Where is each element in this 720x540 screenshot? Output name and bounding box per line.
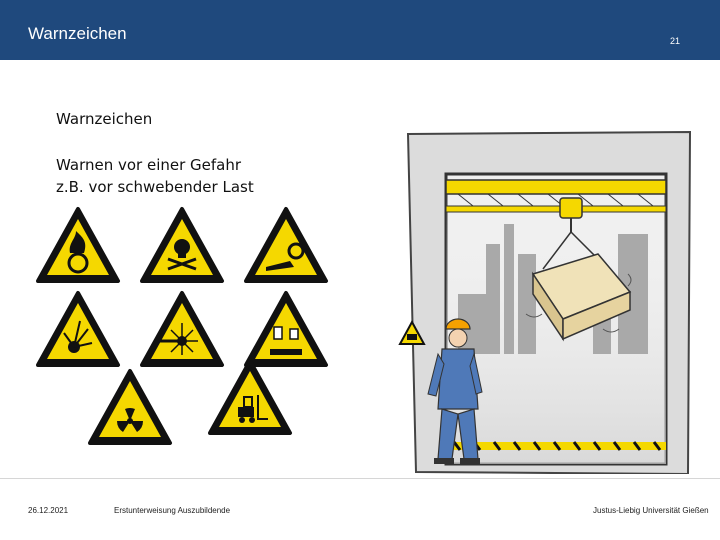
footer-presentation-title: Erstunterweisung Auszubildende [114,506,231,515]
content-line-2: z.B. vor schwebender Last [56,178,254,196]
forklift-icon [210,361,290,433]
suspended-load-crane-worker-illustration [398,124,698,474]
warning-signs-group [30,205,350,455]
page-number: 21 [670,36,681,46]
footer-institution: Justus-Liebig Universität Gießen [593,506,709,515]
slide-title: Warnzeichen [28,24,127,43]
content-text-block [56,154,254,198]
oxidizing-flame-over-circle-icon [38,209,118,281]
footer-divider [0,478,720,479]
laser-beam-icon [142,293,222,365]
crane-beam [446,180,666,194]
content-heading: Warnzeichen [56,110,153,128]
crane-hoist [560,198,582,218]
content-line-1: Warnen vor einer Gefahr [56,156,242,174]
hand-crush-gear-icon [246,209,326,281]
toxic-skull-crossbones-icon [142,209,222,281]
footer-date: 26.12.2021 [28,506,69,515]
corrosive-icon [246,293,326,365]
slide-header [0,0,720,60]
explosive-icon [38,293,118,365]
radioactive-icon [90,371,170,443]
